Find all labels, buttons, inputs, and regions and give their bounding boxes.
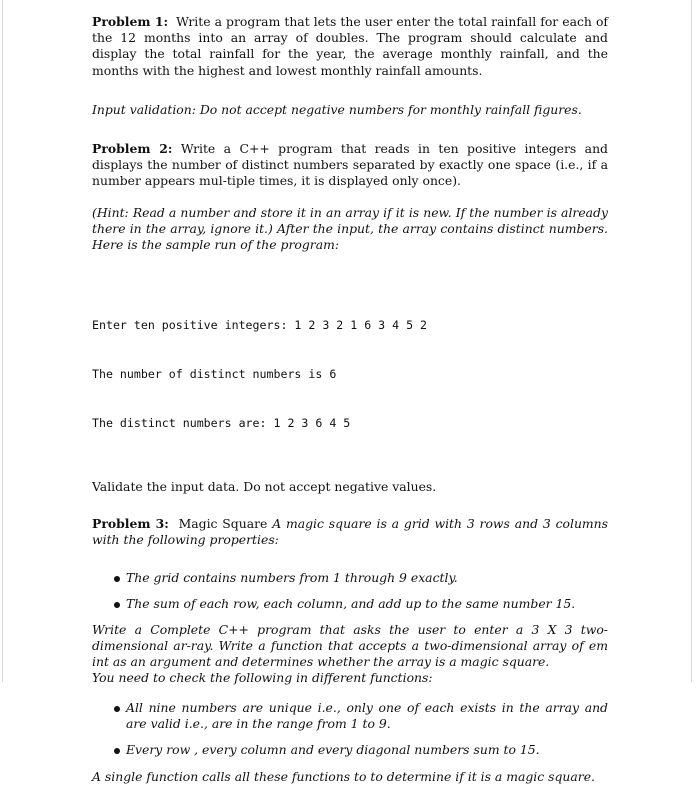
list-item: All nine numbers are unique i.e., only one of each exists in the array and are valid i.e., are in the range from 1 to 9. [92, 700, 608, 732]
problem3-check-intro: You need to check the following in different functions: [92, 670, 433, 686]
page-border-left [2, 0, 3, 682]
properties-list [92, 570, 608, 611]
bullet-icon [114, 706, 120, 712]
bullet-icon [114, 576, 120, 582]
bullet-icon [114, 602, 120, 608]
problem2-text [92, 141, 608, 190]
checks-list [92, 700, 608, 759]
bullet-icon [114, 748, 120, 754]
problem3-intro-italic: A magic square is a grid with 3 rows and 3 columns with the following properties: [92, 515, 609, 548]
problem2-label: Problem 2: [92, 141, 173, 157]
problem1-label: Problem 1: [92, 14, 169, 29]
problem3-label: Problem 3: [92, 515, 169, 531]
sample-run [92, 284, 608, 464]
sample-run-line: The number of distinct numbers is 6 [92, 367, 337, 382]
problem1-validation: Input validation: Do not accept negative numbers for monthly rainfall figures. [92, 101, 582, 117]
page-border-right [691, 0, 692, 682]
problem3-text [92, 516, 608, 548]
list-item: The sum of each row, each column, and add up to the same number 15. [92, 596, 608, 612]
problem2-body: Write a C++ program that reads in ten positive integers and displays the number of distinct numbers separated by exactly one space (i.e., if a number appears mul-tiple times, it is displayed only once). [92, 141, 608, 189]
problem1-text [92, 14, 608, 79]
sample-run-line: The distinct numbers are: 1 2 3 6 4 5 [92, 416, 351, 431]
list-item: Every row , every column and every diagonal numbers sum to 15. [92, 742, 608, 758]
problem3-closing: A single function calls all these functions to to determine if it is a magic square. [92, 769, 595, 785]
problem2-validation: Validate the input data. Do not accept negative values. [92, 478, 437, 494]
problem2-hint: (Hint: Read a number and store it in an array if it is new. If the number is already there in the array, ignore it.) After the input, the array contains distinct numbers. Here is the sample run of the program: [92, 204, 608, 253]
list-item: The grid contains numbers from 1 through 9 exactly. [92, 570, 608, 586]
document-page [92, 10, 608, 785]
problem1-body: Write a program that lets the user enter the total rainfall for each of the 12 months into an array of doubles. The program should calculate and display the total rainfall for the year, the average monthly rainfall, and the months with the highest and lowest monthly rainfall amounts. [92, 14, 608, 78]
problem3-task: Write a Complete C++ program that asks the user to enter a 3 X 3 two-dimensional ar-ray. Write a function that accepts a two-dimensional array of em int as an argument and determines whether the array is a magic square. [92, 621, 608, 670]
sample-run-line: Enter ten positive integers: 1 2 3 2 1 6 3 4 5 2 [92, 318, 428, 333]
problem3-intro-plain: Magic Square [178, 515, 268, 531]
